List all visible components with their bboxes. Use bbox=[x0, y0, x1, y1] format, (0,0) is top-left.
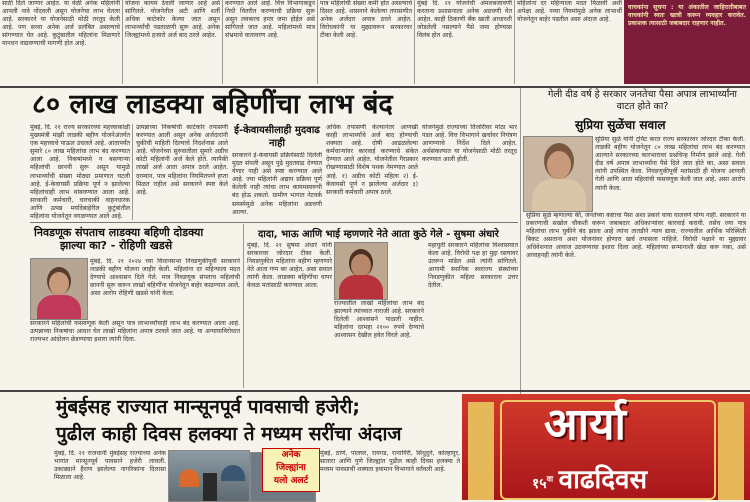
story3-body-3: महायुती सरकारने महिलांचा विश्वासघात केला आहे. विरोधी पक्ष हा मुद्दा रस्त्यावर उतरून मांडेल असे त्यांनी सांगितले. आगामी स्थानिक स्वराज्य संस्थांच्या निवडणुकीत महिला सरकारला उत्तर देतील. bbox=[428, 242, 518, 290]
ekyc-box bbox=[232, 124, 322, 220]
top-strip-col-5: मुंबई दि. २१ योजनेची अंमलबजावणी करताना प्रशासनाला अनेक अडचणी येत आहेत. काही ठिकाणी बँक खाती आधारशी जोडलेली नसल्याने पैसे जमा होण्यास विलंब होत आहे. bbox=[417, 0, 512, 40]
main-headline: ८० लाख लाडक्या बहिणींचा लाभ बंद bbox=[32, 89, 393, 120]
story1-body-2: उत्पन्नाच्या निकषांची काटेकोर तपासणी करण्यात आली असून अनेक अर्जदारांनी चुकीची माहिती दिल्याचे निदर्शनास आले आहे. योजनेच्या सुरुवातीला सुमारे अडीच कोटी महिलांनी अर्ज केले होते. त्यापैकी लाखो अर्ज आता अपात्र ठरले आहेत. दरम्यान, पात्र महिलांना नियमितपणे हप्ता मिळत राहील असे सरकारने स्पष्ट केले आहे. bbox=[136, 124, 228, 196]
sidebar-body-2: सुप्रिया सुळे म्हणाल्या की, जनतेच्या कष्टाचा पैसा अशा प्रकारे वाया घालवणे योग्य नाही. सरकारने या प्रकरणाची सखोल चौकशी करून जबाबदार अधिकाऱ्यांवर कारवाई करावी. तसेच ज्या पात्र महिलांचा लाभ चुकीने बंद झाला आहे त्यांना तातडीने न्याय द्यावा. राज्यातील आर्थिक परिस्थिती बिकट असताना अशा योजनांवर होणारा खर्च तपासला पाहिजे. विरोधी पक्षाने या मुद्द्यावर अधिवेशनात आवाज उठवण्याचा इशारा दिला आहे. महिलांच्या सन्मानाशी खेळ करू नका, असे आवाहनही त्यांनी केले. bbox=[526, 212, 746, 260]
top-strip-col-4: पात्र महिलांची संख्या कमी होत असल्याचे दिसत आहे. शासनाने केलेल्या तपासणीत अनेक अर्जदार अपात्र ठरले आहेत. विरोधकांनी या मुद्द्यावरून सरकारवर टीका केली आहे. bbox=[320, 0, 412, 40]
andhare-photo bbox=[334, 242, 388, 300]
sidebar-kicker-text: गेली दीड वर्ष हे सरकार जनतेचा पैसा अपात्र लाभार्थ्यांना वाटत होते का? bbox=[547, 89, 738, 112]
ekyc-body: सरकारने ई-केवायसी प्रक्रियेसाठी दिलेली मुदत संपली असून पुढे मुदतवाढ देण्यात येणार नाही असे स्पष्ट करण्यात आले आहे. ज्या महिलांनी अद्याप प्रक्रिया पूर्ण केलेली नाही त्यांचा लाभ कायमस्वरूपी बंद होऊ शकतो. ग्रामीण भागात नेटवर्क समस्येमुळे अनेक महिलांना अडचणी आल्या. bbox=[232, 152, 322, 216]
sidebar-kicker bbox=[540, 89, 745, 113]
khadse-photo bbox=[30, 258, 88, 320]
story2-headline-1: निवडणूक संपताच लाडक्या बहिणी दोडक्या bbox=[34, 226, 204, 239]
story1-right-body-2: योजनेमुळे राज्याच्या तिजोरीवर मोठा भार पडत आहे. वित्त विभागाने खर्चावर नियंत्रण आणण्याचे निर्देश दिले आहेत. अर्थसंकल्पात या योजनेसाठी मोठी तरतूद करण्यात आली होती. bbox=[422, 124, 517, 164]
ad-top-text: वाचकांना सूचना : या अंकातील जाहिरातीबाबत वाचकांनी स्वतः खात्री करून व्यवहार करावेत. प्रकाशक त्यासाठी जबाबदार राहणार नाहीत. bbox=[628, 4, 746, 28]
story1-right-body: अधिक तपासणी केल्यानंतर आणखी काही लाभार्थ्यांचे अर्ज बाद होण्याची शक्यता आहे. दोषी आढळलेल्या कर्मचाऱ्यांवर कारवाई करण्याचे संकेत देण्यात आले आहेत. योजनेतील गैरप्रकार रोखण्यासाठी विशेष पथक नेमण्यात आले आहे. १) अडीच कोटी महिला २) ई-केवायसी पूर्ण न झालेल्या अर्जदार ३) सरकारी कर्मचारी अपात्र ठरले. bbox=[326, 124, 418, 196]
story3-body-2: राज्यातील लाखो महिलांचा लाभ बंद झाल्याने त्यांच्यात नाराजी आहे. सरकारने दिलेली आश्वासने पाळली नाहीत. महिलांना दरमहा २१०० रुपये देण्याचे आश्वासन देखील हवेत विरले आहे. bbox=[334, 300, 424, 340]
top-strip-col-3: करण्यात आले आहे. वित्त विभागाकडून निधी वितरीत करण्याची प्रक्रिया सुरू असून लवकरच हप्ता जमा होईल असे सांगितले जात आहे. महिलांमध्ये मात्र संभ्रमाचे वातावरण आहे. bbox=[225, 0, 315, 40]
top-strip-col-2: योजना कायम ठेवली जाणार आहे असे सांगितले. योजनेतील अटी आणि शर्ती अधिक काटेकोर केल्या जात असून लाभार्थ्यांची पडताळणी सुरू आहे. अनेक जिल्ह्यांमध्ये हजारो अर्ज बाद ठरले आहेत. bbox=[125, 0, 220, 40]
weather-body-2: मुंबई, ठाणे, पालघर, रायगड, रत्नागिरी, सिंधुदुर्ग, कोल्हापूर, सातारा आणि पुणे जिल्ह्यांत पुढील काही दिवस हलक्या ते मध्यम पावसाची शक्यता हवामान विभागाने वर्तवली आहे. bbox=[320, 450, 460, 474]
top-strip-col-1: साठी दिले जाणार आहेत. या वेळी अनेक महिलांनी आपली नावे नोंदवली असून योजनेचा लाभ घेतला आहे. सरकारने या योजनेसाठी मोठी तरतूद केली आहे. पण सध्या अनेक अर्ज प्रलंबित असल्याचे सांगण्यात येत आहे. कुटुंबातील महिलांना मिळणारे मानधन वाढवण्याची मागणी होत आहे. bbox=[2, 0, 120, 48]
alert-line-1: अनेक bbox=[281, 450, 301, 460]
ad-bottom-sub bbox=[532, 460, 647, 496]
story2-body-2: सरकारने महिलांची फसवणूक केली असून पात्र लाभार्थ्यांचाही लाभ बंद करण्यात आला आहे. उत्पन्नाच्या निकषांचा आधार घेत लाखो महिलांना अपात्र ठरवले जात आहे. या अन्यायाविरोधात राज्यभर आंदोलन छेडण्याचा इशारा त्यांनी दिला. bbox=[30, 320, 240, 344]
alert-line-3: यलो अलर्ट bbox=[273, 476, 309, 486]
ad-bottom bbox=[462, 394, 750, 500]
ad-top bbox=[624, 0, 750, 84]
story3-body: मुंबई, दि. २१ सुषमा अंधारे यांनी सरकारवर जोरदार टीका केली. निवडणुकीत महिलांना बहीण म्हणणारे नेते आता गप्प का आहेत, असा सवाल त्यांनी केला. लाडक्या बहिणींचा वापर केवळ मतांसाठी करण्यात आला. bbox=[247, 242, 332, 290]
weather-body: मुंबई, दि. २१ राजधानी मुंबईसह राज्याच्या अनेक भागांत मान्सूनपूर्व पावसाने हजेरी लावली. उकाड्याने हैराण झालेल्या नागरिकांना दिलासा मिळाला आहे. bbox=[54, 450, 166, 482]
sidebar-headline: सुप्रिया सुळेंचा सवाल bbox=[575, 118, 666, 132]
alert-line-2: जिल्ह्यांना bbox=[276, 463, 306, 473]
ad-bottom-sup: वा bbox=[546, 473, 554, 484]
ad-bottom-text: वाढदिवस bbox=[558, 465, 648, 495]
ad-bottom-num: १५ bbox=[532, 476, 547, 492]
story2-headline-2: झाल्या का? - रोहिणी खडसे bbox=[60, 239, 173, 252]
top-strip-col-6: महिलांना दर महिन्याला मदत मिळावी अशी अपेक्षा आहे. नव्या नियमांमुळे अनेक लाभार्थी योजनेतून बाहेर पडतील असा अंदाज आहे. bbox=[517, 0, 622, 24]
ekyc-title-text: ई-केवायसीलाही मुदवाढ नाही bbox=[234, 125, 320, 149]
weather-headline-1: मुंबईसह राज्यात मान्सूनपूर्व पावसाची हजेरी; bbox=[56, 396, 360, 418]
sule-photo bbox=[523, 136, 593, 212]
alert-badge bbox=[262, 448, 320, 492]
weather-headline-2: पुढील काही दिवस हलक्या ते मध्यम सरींचा अंदाज bbox=[56, 423, 402, 445]
ekyc-title bbox=[232, 124, 322, 150]
story3-headline: दादा, भाऊ आणि भाई म्हणणारे नेते आता कुठे गेले - सुषमा अंधारे bbox=[258, 229, 499, 240]
story2-body: मुंबई, दि. २१ २०२४ च्या विधानसभा निवडणुकीपूर्वी सरकारने लाडकी बहीण योजना जाहीर केली. महिलांना दर महिन्याला मदत देण्याचे आश्वासन दिले गेले. मात्र निवडणूक संपताच महिलांची छाननी सुरू करून लाखो बहिणींना योजनेतून बाहेर काढण्यात आले, असा आरोप रोहिणी खडसे यांनी केला. bbox=[90, 258, 240, 298]
rain-photo bbox=[168, 450, 250, 502]
sidebar-body: सुप्रिया सुळे यांनी ट्विट करत राज्य सरकारवर जोरदार टीका केली. लाडकी बहीण योजनेतून ८० लाख महिलांचा लाभ बंद करण्यात आल्याने सरकारच्या कारभारावर प्रश्नचिन्ह निर्माण झाले आहे. गेली दीड वर्ष अपात्र लाभार्थ्यांना पैसे दिले जात होते का, असा सवाल त्यांनी उपस्थित केला. निवडणुकीपूर्वी मतांसाठी ही योजना आणली गेली आणि आता महिलांची फसवणूक केली जात आहे, असा आरोप त्यांनी केला. bbox=[595, 136, 745, 192]
story1-body: मुंबई, दि. २१ राज्य सरकारच्या महत्त्वाकांक्षी मुख्यमंत्री माझी लाडकी बहीण योजनेअंतर्गत एक महत्त्वाचे पाऊल उचलले आहे. आतापर्यंत सुमारे ८० लाख महिलांचा लाभ बंद करण्यात आला आहे. निकषांमध्ये न बसणाऱ्या महिलांची छाननी सुरू असून यामुळे लाभार्थ्यांची संख्या मोठ्या प्रमाणात घटली आहे. ई-केवायसी प्रक्रिया पूर्ण न झालेल्या महिलांचाही लाभ थांबवण्यात आला आहे. सरकारी कर्मचारी, चारचाकी वाहनधारक आणि उत्पन्न मर्यादेबाहेरील कुटुंबांतील महिलांना योजनेतून वगळण्यात आले आहे. bbox=[30, 124, 130, 220]
ad-bottom-title: आर्या bbox=[544, 399, 626, 450]
